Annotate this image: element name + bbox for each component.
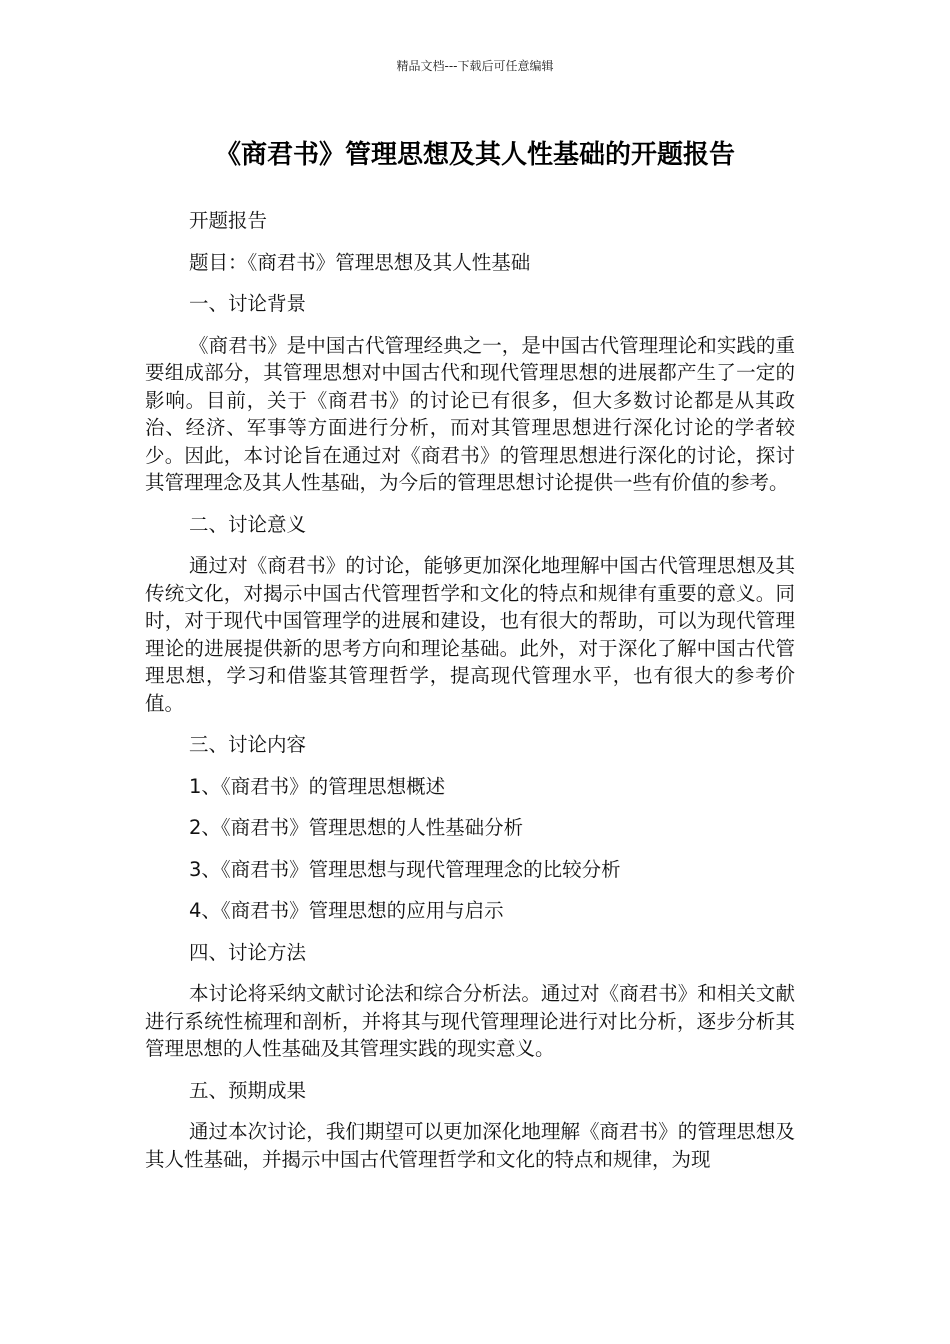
report-label: 开题报告 — [189, 209, 268, 232]
document-body — [145, 207, 795, 1173]
section-paragraph-method: 本讨论将采纳文献讨论法和综合分析法。通过对《商君书》和相关文献进行系统性梳理和剖析，并将其与现代管理理论进行对比分析，逐步分析其管理思想的人性基础及其管理实践的现实意义。 — [145, 982, 795, 1060]
section-heading-outcome: 五、预期成果 — [189, 1078, 307, 1102]
report-topic: 题目：《商君书》管理思想及其人性基础 — [189, 250, 531, 274]
content-list-item: 3、《商君书》管理思想与现代管理理念的比较分析 — [189, 857, 621, 881]
content-list-item: 2、《商君书》管理思想的人性基础分析 — [189, 816, 524, 839]
header-note: 精品文档---下载后可任意编辑 — [396, 59, 554, 73]
section-heading-background: 一、讨论背景 — [189, 292, 307, 315]
section-paragraph-significance: 通过对《商君书》的讨论，能够更加深化地理解中国古代管理思想及其传统文化，对揭示中国古代管理哲学和文化的特点和规律有重要的意义。同时，对于现代中国管理学的进展和建设，也有很大的帮助，可以为现代管理理论的进展提供新的思考方向和理论基础。此外，对于深化了解中国古代管理思想，学习和借鉴其管理哲学，提高现代管理水平，也有很大的参考价值。 — [145, 554, 795, 715]
section-heading-method: 四、讨论方法 — [189, 940, 307, 964]
section-paragraph-outcome: 通过本次讨论，我们期望可以更加深化地理解《商君书》的管理思想及其人性基础，并揭示中国古代管理哲学和文化的特点和规律，为现 — [145, 1120, 795, 1171]
document-title: 《商君书》管理思想及其人性基础的开题报告 — [214, 140, 735, 170]
section-paragraph-background: 《商君书》是中国古代管理经典之一，是中国古代管理理论和实践的重要组成部分，其管理思想对中国古代和现代管理思想的进展都产生了一定的影响。目前，关于《商君书》的讨论已有很多，但大多数讨论都是从其政治、经济、军事等方面进行分析，而对其管理思想进行深化讨论的学者较少。因此，本讨论旨在通过对《商君书》的管理思想进行深化的讨论，探讨其管理理念及其人性基础，为今后的管理思想讨论提供一些有价值的参考。 — [145, 333, 795, 494]
content-list-item: 1、《商君书》的管理思想概述 — [189, 774, 446, 798]
content-list-item: 4、《商君书》管理思想的应用与启示 — [189, 899, 504, 922]
section-heading-significance: 二、讨论意义 — [189, 512, 307, 536]
section-heading-content: 三、讨论内容 — [189, 733, 307, 756]
